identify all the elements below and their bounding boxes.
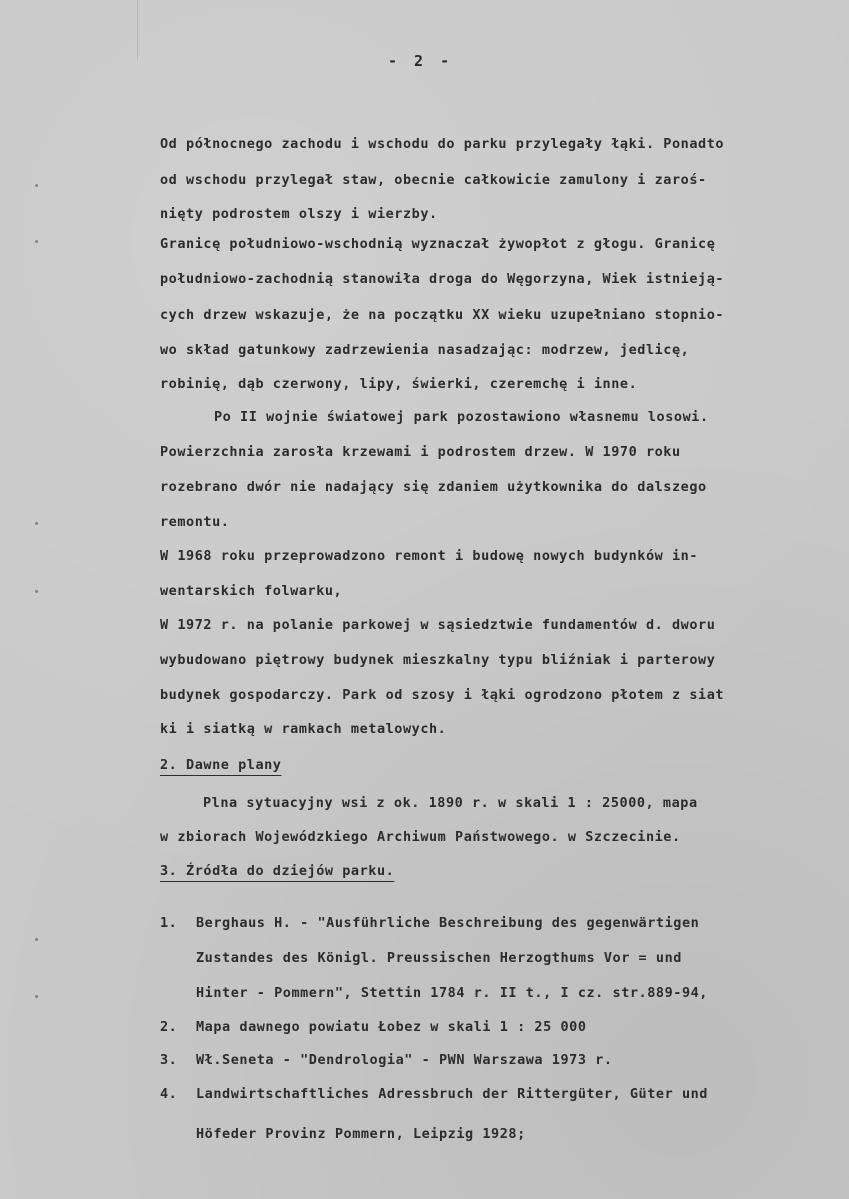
body-line: budynek gospodarczy. Park od szosy i łąki ogrodzono płotem z siat	[160, 687, 725, 703]
body-line: południowo-zachodnią stanowiła droga do Węgorzyna, Wiek istnieją-	[160, 271, 725, 287]
body-line: wo skład gatunkowy zadrzewienia nasadzając: modrzew, jedlicę,	[160, 342, 690, 358]
reference-number: 3.	[160, 1052, 178, 1068]
body-line: W 1968 roku przeprowadzono remont i budowę nowych budynków in-	[160, 548, 699, 564]
reference-number: 1.	[160, 915, 178, 931]
body-line: nięty podrostem olszy i wierzby.	[160, 206, 438, 222]
reference-number: 4.	[160, 1086, 178, 1102]
margin-mark	[35, 522, 38, 525]
reference-line: Berghaus H. - "Ausführliche Beschreibung des gegenwärtigen	[196, 915, 700, 931]
reference-line: Mapa dawnego powiatu Łobez w skali 1 : 25 000	[196, 1019, 587, 1035]
body-line: Od północnego zachodu i wschodu do parku przylegały łąki. Ponadto	[160, 136, 725, 152]
reference-line: Höfeder Provinz Pommern, Leipzig 1928;	[196, 1126, 526, 1142]
section-heading-sources: 3. Źródła do dziejów parku.	[160, 863, 395, 879]
section2-line: w zbiorach Wojewódzkiego Archiwum Państwowego. w Szczecinie.	[160, 829, 681, 845]
margin-mark	[35, 995, 38, 998]
body-line: wentarskich folwarku,	[160, 583, 343, 599]
body-line: Po II wojnie światowej park pozostawiono własnemu losowi.	[214, 409, 709, 425]
body-line: wybudowano piętrowy budynek mieszkalny typu bliźniak i parterowy	[160, 652, 716, 668]
section-heading-old-plans: 2. Dawne plany	[160, 757, 282, 773]
margin-mark	[35, 938, 38, 941]
margin-mark	[35, 590, 38, 593]
reference-line: Wł.Seneta - "Dendrologia" - PWN Warszawa 1973 r.	[196, 1052, 613, 1068]
reference-number: 2.	[160, 1019, 178, 1035]
margin-mark	[35, 184, 38, 187]
body-line: remontu.	[160, 514, 230, 530]
body-line: cych drzew wskazuje, że na początku XX wieku uzupełniano stopnio-	[160, 307, 725, 323]
paper-fold-line	[137, 0, 138, 60]
reference-line: Zustandes des Königl. Preussischen Herzogthums Vor = und	[196, 950, 682, 966]
page-number: - 2 -	[388, 52, 454, 70]
body-line: Powierzchnia zarosła krzewami i podrostem drzew. W 1970 roku	[160, 444, 681, 460]
body-line: W 1972 r. na polanie parkowej w sąsiedztwie fundamentów d. dworu	[160, 617, 716, 633]
reference-line: Hinter - Pommern", Stettin 1784 r. II t., I cz. str.889-94,	[196, 985, 708, 1001]
body-line: rozebrano dwór nie nadający się zdaniem użytkownika do dalszego	[160, 479, 707, 495]
body-line: ki i siatką w ramkach metalowych.	[160, 721, 447, 737]
reference-line: Landwirtschaftliches Adressbruch der Rittergüter, Güter und	[196, 1086, 708, 1102]
margin-mark	[35, 240, 38, 243]
body-line: robinię, dąb czerwony, lipy, świerki, czeremchę i inne.	[160, 376, 638, 392]
section2-line: Plna sytuacyjny wsi z ok. 1890 r. w skali 1 : 25000, mapa	[203, 795, 698, 811]
body-line: od wschodu przylegał staw, obecnie całkowicie zamulony i zaroś-	[160, 172, 707, 188]
body-line: Granicę południowo-wschodnią wyznaczał żywopłot z głogu. Granicę	[160, 236, 716, 252]
